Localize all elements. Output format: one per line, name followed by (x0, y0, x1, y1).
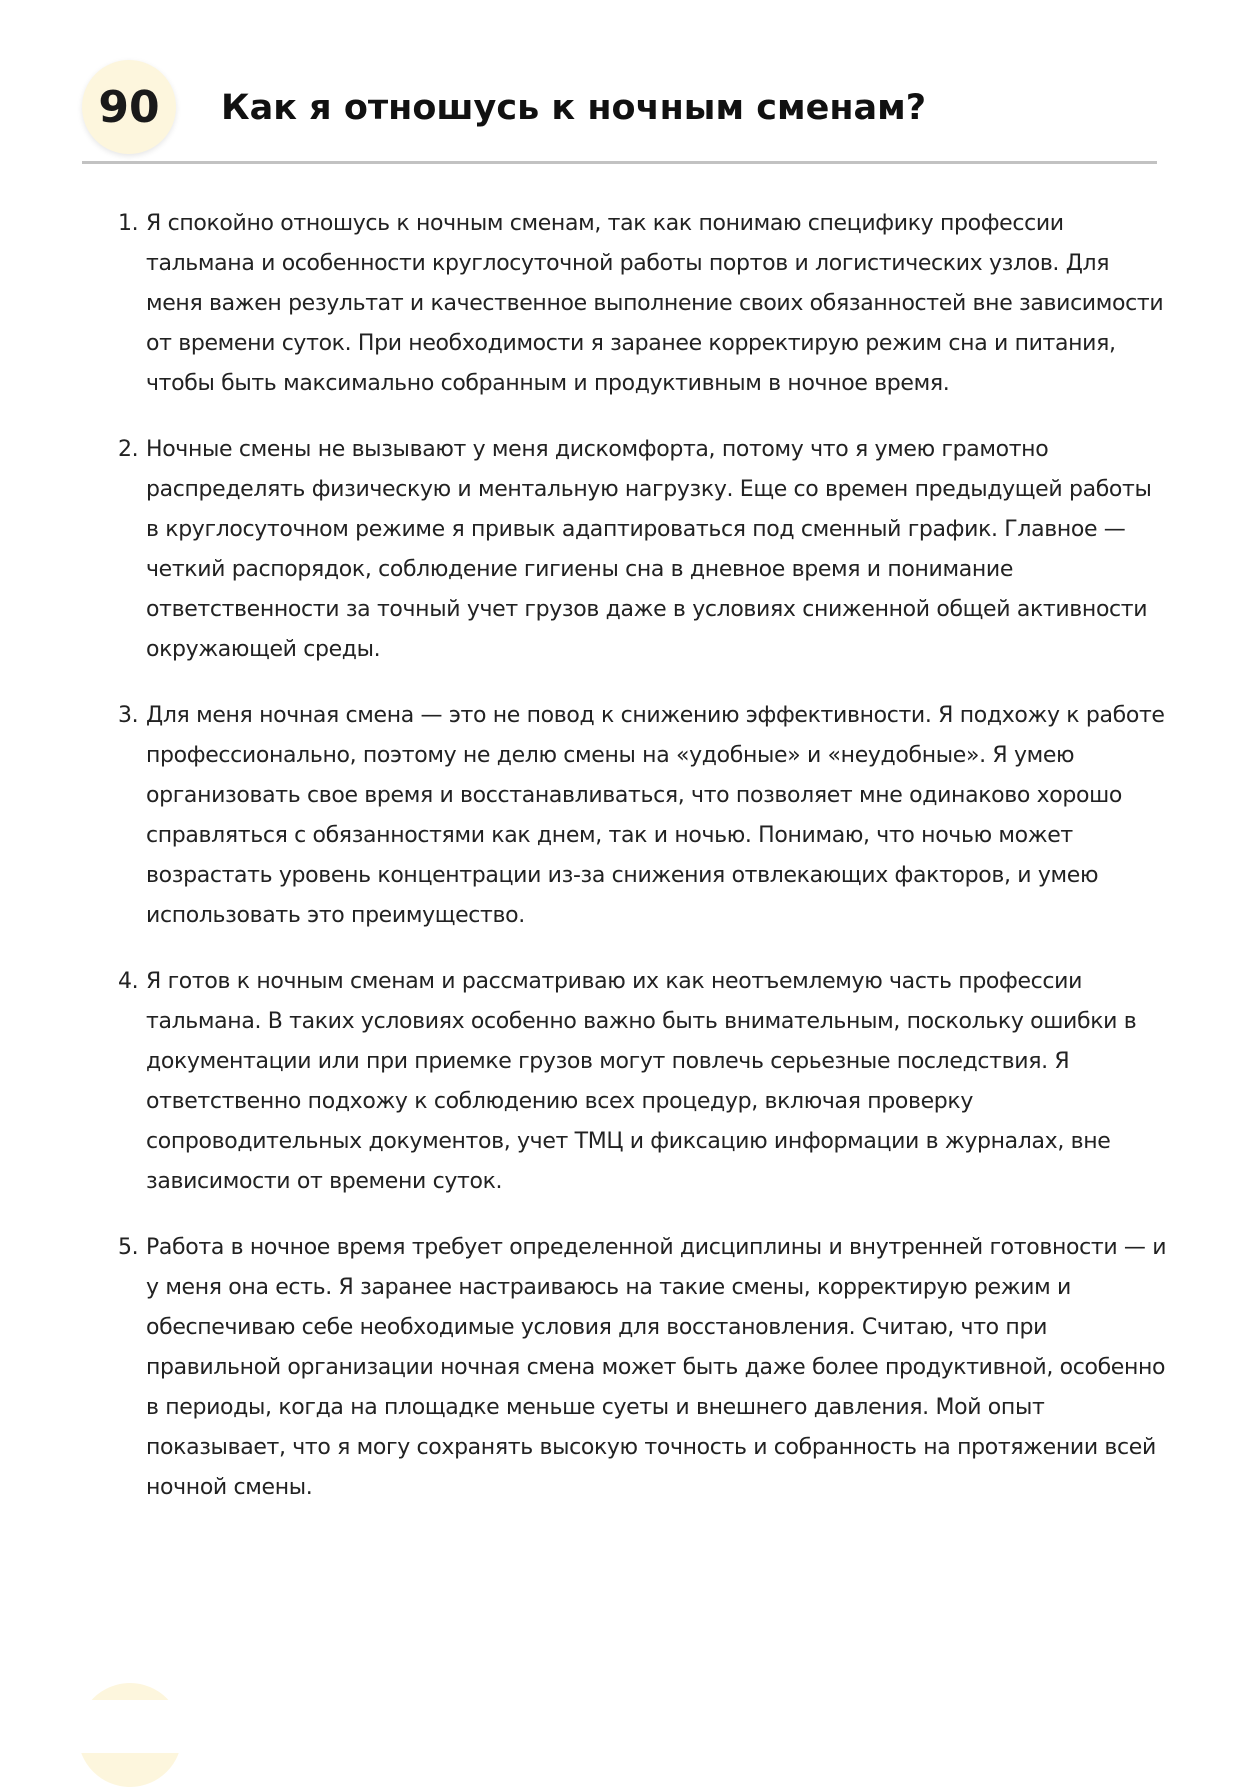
question-number-badge (82, 60, 176, 154)
answer-number: 3. (118, 703, 139, 728)
answer-item-1 (118, 204, 1168, 404)
answer-item-2 (118, 430, 1168, 670)
answer-text: Для меня ночная смена — это не повод к снижению эффективности. Я подхожу к работе профессионально, поэтому не делю смены на «удобные» и «неудобные». Я умею организовать свое время и восстанавливаться, что позволяет мне одинаково хорошо справляться с обязанностями как днем, так и ночью. Понимаю, что ночью может возрастать уровень концентрации из-за снижения отвлекающих факторов, и умею использовать это преимущество. (146, 703, 1165, 928)
answer-number: 2. (118, 437, 139, 462)
answer-text: Я спокойно отношусь к ночным сменам, так как понимаю специфику профессии тальмана и особенности круглосуточной работы портов и логистических узлов. Для меня важен результат и качественное выполнение своих обязанностей вне зависимости от времени суток. При необходимости я заранее корректирую режим сна и питания, чтобы быть максимально собранным и продуктивным в ночное время. (146, 211, 1164, 396)
answer-text: Я готов к ночным сменам и рассматриваю их как неотъемлемую часть профессии тальмана. В таких условиях особенно важно быть внимательным, поскольку ошибки в документации или при приемке грузов могут повлечь серьезные последствия. Я ответственно подхожу к соблюдению всех процедур, включая проверку сопроводительных документов, учет ТМЦ и фиксацию информации в журналах, вне зависимости от времени суток. (146, 969, 1137, 1194)
answer-list (118, 204, 1168, 1534)
page-bottom-margin (0, 1700, 1239, 1753)
answer-item-4 (118, 962, 1168, 1202)
answer-number: 4. (118, 969, 139, 994)
answer-item-5 (118, 1228, 1168, 1508)
answer-number: 1. (118, 211, 139, 236)
answer-text: Ночные смены не вызывают у меня дискомфорта, потому что я умею грамотно распределять физическую и ментальную нагрузку. Еще со времен предыдущей работы в круглосуточном режиме я привык адаптироваться под сменный график. Главное — четкий распорядок, соблюдение гигиены сна в дневное время и понимание ответственности за точный учет грузов даже в условиях сниженной общей активности окружающей среды. (146, 437, 1152, 662)
question-number: 90 (98, 81, 160, 133)
answer-number: 5. (118, 1235, 139, 1260)
answer-text: Работа в ночное время требует определенной дисциплины и внутренней готовности — и у меня она есть. Я заранее настраиваюсь на такие смены, корректирую режим и обеспечиваю себе необходимые условия для восстановления. Считаю, что при правильной организации ночная смена может быть даже более продуктивной, особенно в периоды, когда на площадке меньше суеты и внешнего давления. Мой опыт показывает, что я могу сохранять высокую точность и собранность на протяжении всей ночной смены. (146, 1235, 1167, 1500)
answer-item-3 (118, 696, 1168, 936)
question-title: Как я отношусь к ночным сменам? (221, 88, 927, 128)
question-header (82, 48, 1157, 164)
